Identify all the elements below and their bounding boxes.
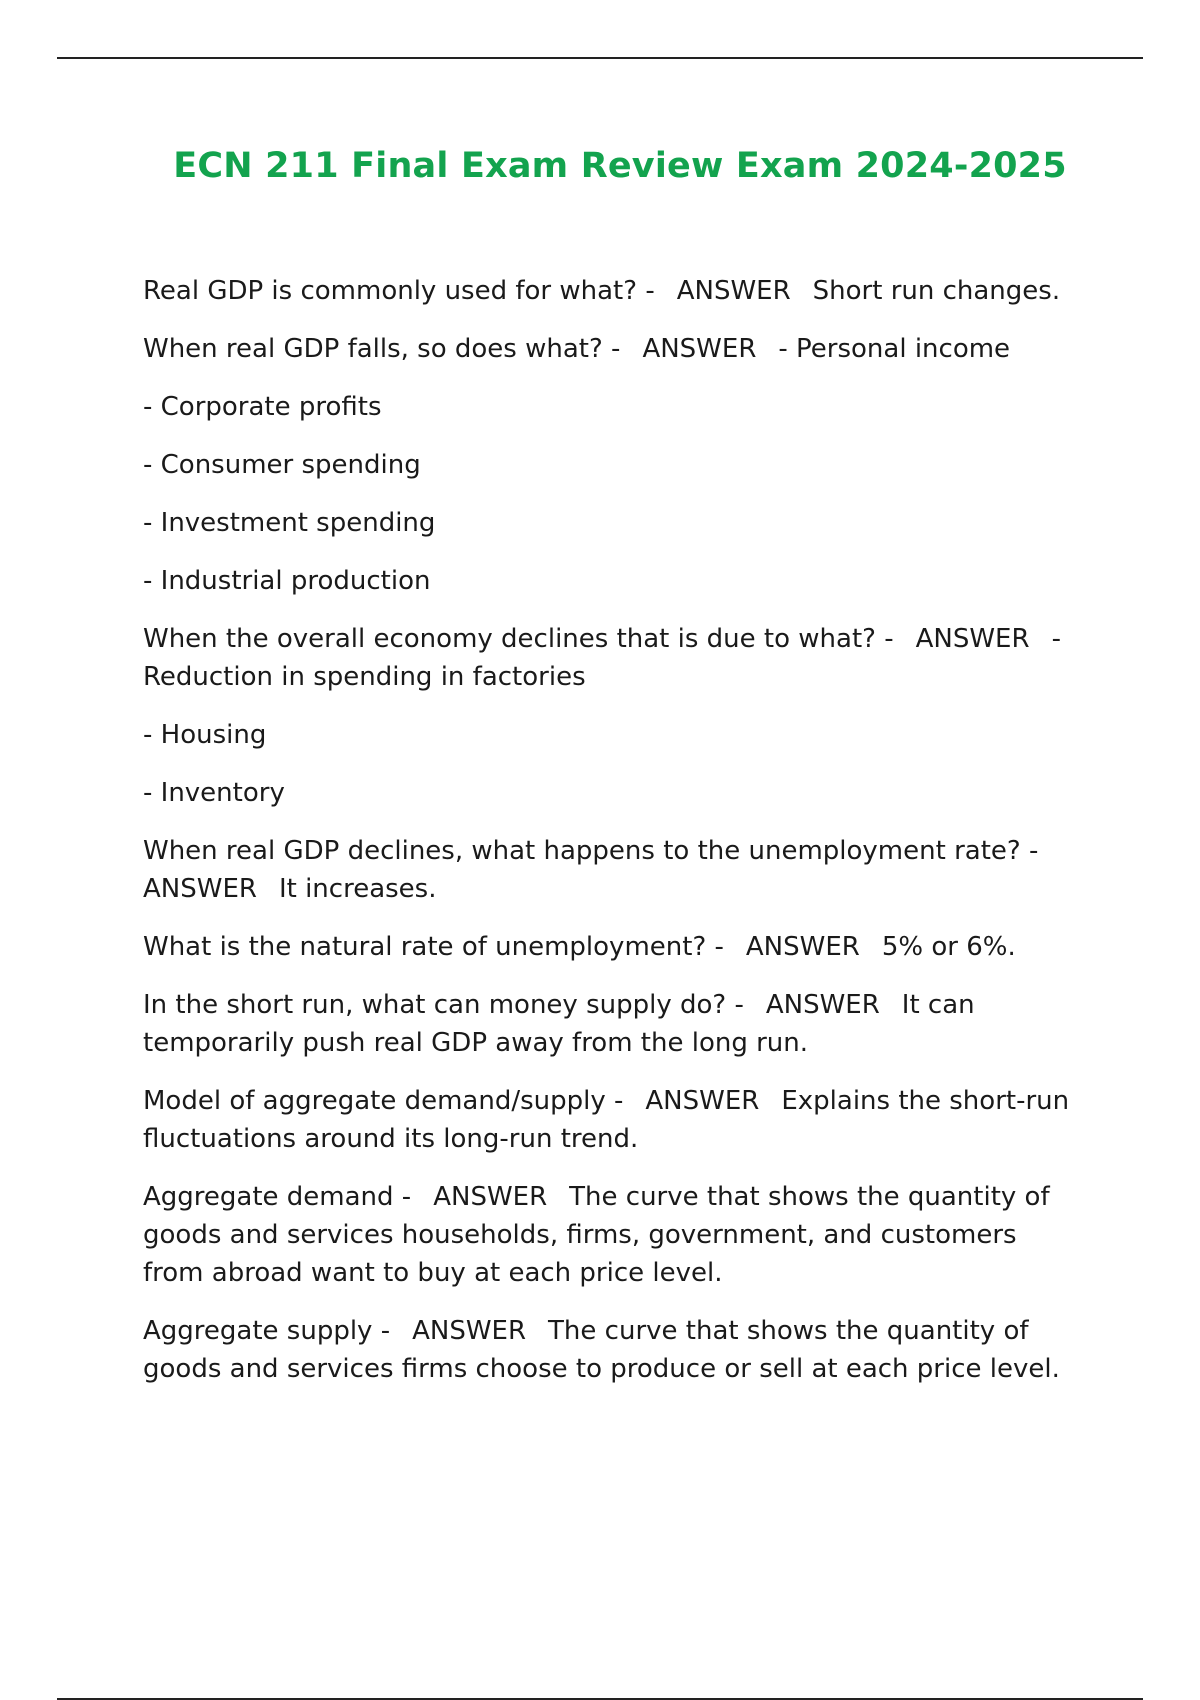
answer-text: It increases. [278,874,437,904]
qa-item [143,330,1085,368]
list-item: - Consumer spending [143,450,421,480]
answer-label: ANSWER [645,1086,760,1116]
qa-list [143,272,1085,1408]
answer-label: ANSWER [433,1182,548,1212]
answer-label: ANSWER [642,334,757,364]
answer-text: The curve that shows the quantity of goods and services firms choose to produce or sell at each price level. [143,1316,1060,1384]
answer-text: It can temporarily push real GDP away from the long run. [143,990,975,1058]
question-text: Aggregate demand - [143,1182,412,1212]
top-rule [57,57,1143,59]
question-text: Real GDP is commonly used for what? - [143,276,655,306]
answer-text: The curve that shows the quantity of goods and services households, firms, government, and customers from abroad want to buy at each price level. [143,1182,1050,1288]
answer-text: - Reduction in spending in factories [143,624,1061,692]
list-item: - Industrial production [143,566,431,596]
answer-text: Explains the short-run fluctuations around its long-run trend. [143,1086,1070,1154]
list-item: - Housing [143,720,267,750]
list-item: - Investment spending [143,508,436,538]
answer-label: ANSWER [765,990,880,1020]
answer-text: 5% or 6%. [881,932,1016,962]
list-item: - Inventory [143,778,285,808]
question-text: When real GDP falls, so does what? - [143,334,621,364]
qa-item [143,272,1085,310]
answer-text: Short run changes. [812,276,1061,306]
question-text: Aggregate supply - [143,1316,391,1346]
answer-label: ANSWER [745,932,860,962]
question-text: Model of aggregate demand/supply - [143,1086,624,1116]
qa-item [143,986,1085,1062]
answer-label: ANSWER [143,874,257,904]
document-title: ECN 211 Final Exam Review Exam 2024-2025 [173,146,1067,186]
answer-label: ANSWER [676,276,791,306]
qa-item [143,1082,1085,1158]
answer-text: - Personal income [778,334,1011,364]
question-text: What is the natural rate of unemployment? - [143,932,724,962]
qa-item [143,832,1085,908]
question-text: When the overall economy declines that is due to what? - [143,624,894,654]
qa-item [143,1178,1085,1292]
list-item: - Corporate profits [143,392,382,422]
answer-label: ANSWER [915,624,1030,654]
qa-item [143,620,1085,696]
answer-label: ANSWER [412,1316,527,1346]
qa-item [143,1312,1085,1388]
question-text: In the short run, what can money supply do? - [143,990,744,1020]
qa-item [143,928,1085,966]
question-text: When real GDP declines, what happens to the unemployment rate? - [143,836,1039,866]
